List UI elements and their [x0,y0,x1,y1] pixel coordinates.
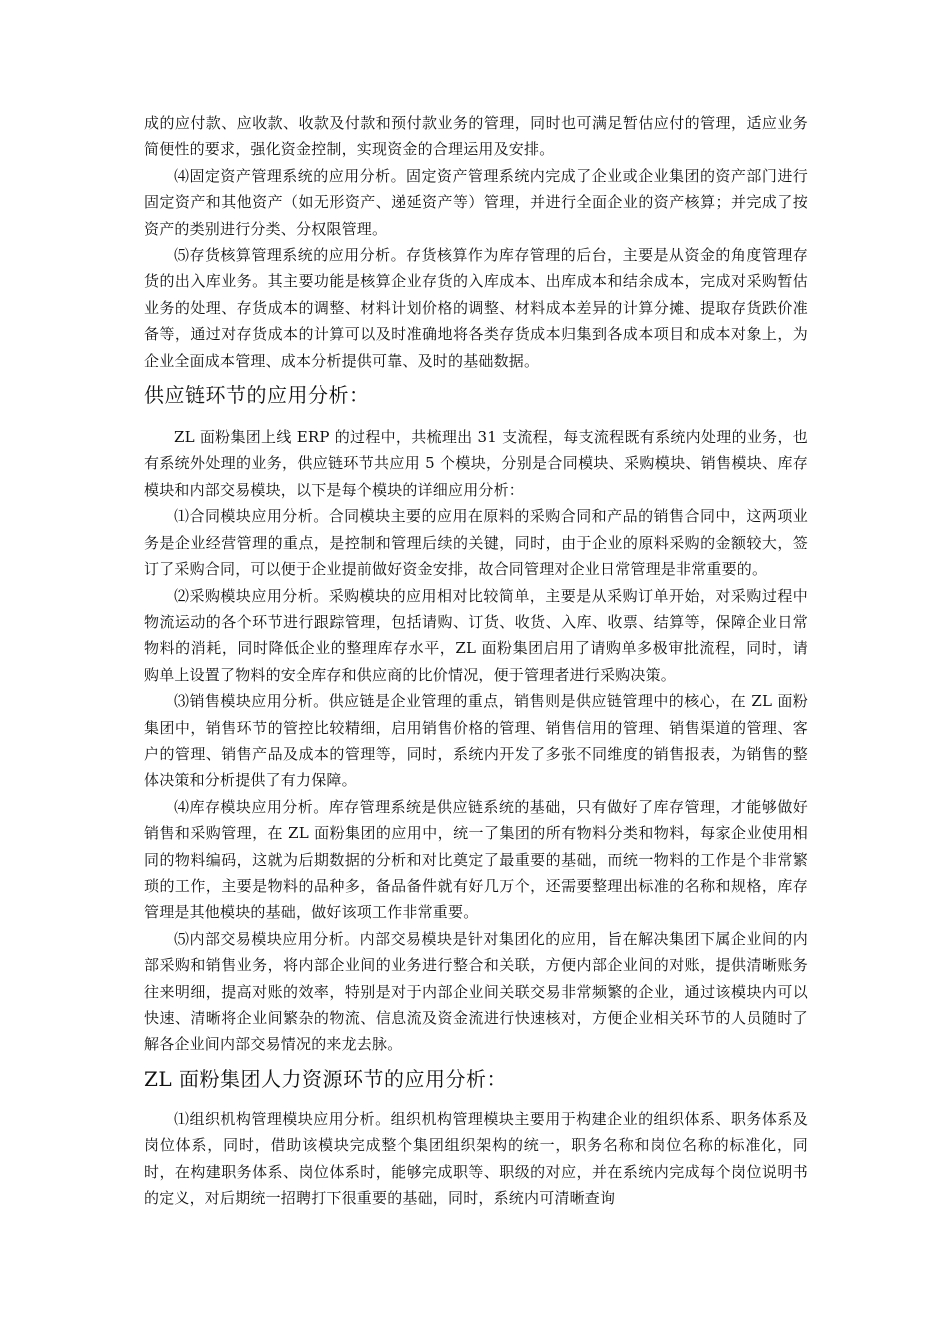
heading-supply-chain: 供应链环节的应用分析： [144,383,370,408]
paragraph-inventory-accounting: ⑸存货核算管理系统的应用分析。存货核算作为库存管理的后台，主要是从资金的角度管理存货的出入库业务。其主要功能是核算企业存货的入库成本、出库成本和结余成本，完成对采购暂估业务的处理、存货成本的调整、材料计划价格的调整、材料成本差异的计算分摊、提取存货跌价准备等，通过对存货成本的计算可以及时准确地将各类存货成本归集到各成本项目和成本对象上，为企业全面成本管理、成本分析提供可靠、及时的基础数据。 [144,246,808,370]
paragraph-stock-module: ⑷库存模块应用分析。库存管理系统是供应链系统的基础，只有做好了库存管理，才能够做好销售和采购管理，在 ZL 面粉集团的应用中，统一了集团的所有物料分类和物料，每家企业使用相同的物料编码，这就为后期数据的分析和对比奠定了最重要的基础，而统一物料的工作是个非常繁琐的工作，主要是物料的品种多，备品备件就有好几万个，还需要整理出标准的名称和规格，库存管理是其他模块的基础，做好该项工作非常重要。 [144,797,808,922]
paragraph-internal-trade-module: ⑸内部交易模块应用分析。内部交易模块是针对集团化的应用，旨在解决集团下属企业间的内部采购和销售业务，将内部企业间的业务进行整合和关联，方便内部企业间的对账，提供清晰账务往来明细，提高对账的效率，特别是对于内部企业间关联交易非常频繁的企业，通过该模块内可以快速、清晰将企业间繁杂的物流、信息流及资金流进行快速核对，方便企业相关环节的人员随时了解各企业间内部交易情况的来龙去脉。 [144,929,808,1054]
paragraph-contract-module: ⑴合同模块应用分析。合同模块主要的应用在原料的采购合同和产品的销售合同中，这两项业务是企业经营管理的重点，是控制和管理后续的关键，同时，由于企业的原料采购的金额较大，签订了采购合同，可以便于企业提前做好资金安排，故合同管理对企业日常管理是非常重要的。 [144,507,808,579]
paragraph-fixed-assets: ⑷固定资产管理系统的应用分析。固定资产管理系统内完成了企业或企业集团的资产部门进行固定资产和其他资产（如无形资产、递延资产等）管理，并进行全面企业的资产核算；并完成了按资产的类别进行分类、分权限管理。 [144,166,808,238]
heading-human-resources: ZL 面粉集团人力资源环节的应用分析： [144,1066,508,1091]
paragraph-supply-intro: ZL 面粉集团上线 ERP 的过程中，共梳理出 31 支流程，每支流程既有系统内处理的业务，也有系统外处理的业务，供应链环节共应用 5 个模块，分别是合同模块、采购模块、销售模块、库存模块和内部交易模块，以下是每个模块的详细应用分析： [144,428,808,499]
paragraph-sales-module: ⑶销售模块应用分析。供应链是企业管理的重点，销售则是供应链管理中的核心，在 ZL 面粉集团中，销售环节的管控比较精细，启用销售价格的管理、销售信用的管理、销售渠道的管理、客户的管理、销售产品及成本的管理等，同时，系统内开发了多张不同维度的销售报表，为销售的整体决策和分析提供了有力保障。 [144,692,808,790]
paragraph-org-module: ⑴组织机构管理模块应用分析。组织机构管理模块主要用于构建企业的组织体系、职务体系及岗位体系，同时，借助该模块完成整个集团组织架构的统一，职务名称和岗位名称的标准化，同时，在构建职务体系、岗位体系时，能够完成职等、职级的对应，并在系统内完成每个岗位说明书的定义，对后期统一招聘打下很重要的基础，同时，系统内可清晰查询 [144,1109,808,1208]
paragraph-payables: 成的应付款、应收款、收款及付款和预付款业务的管理，同时也可满足暂估应付的管理，适应业务简便性的要求，强化资金控制，实现资金的合理运用及安排。 [144,114,808,159]
paragraph-purchase-module: ⑵采购模块应用分析。采购模块的应用相对比较简单，主要是从采购订单开始，对采购过程中物流运动的各个环节进行跟踪管理，包括请购、订货、收货、入库、收票、结算等，保障企业日常物料的消耗，同时降低企业的整理库存水平，ZL 面粉集团启用了请购单多极审批流程，同时，请购单上设置了物料的安全库存和供应商的比价情况，便于管理者进行采购决策。 [144,586,808,684]
document-page [144,110,808,1211]
